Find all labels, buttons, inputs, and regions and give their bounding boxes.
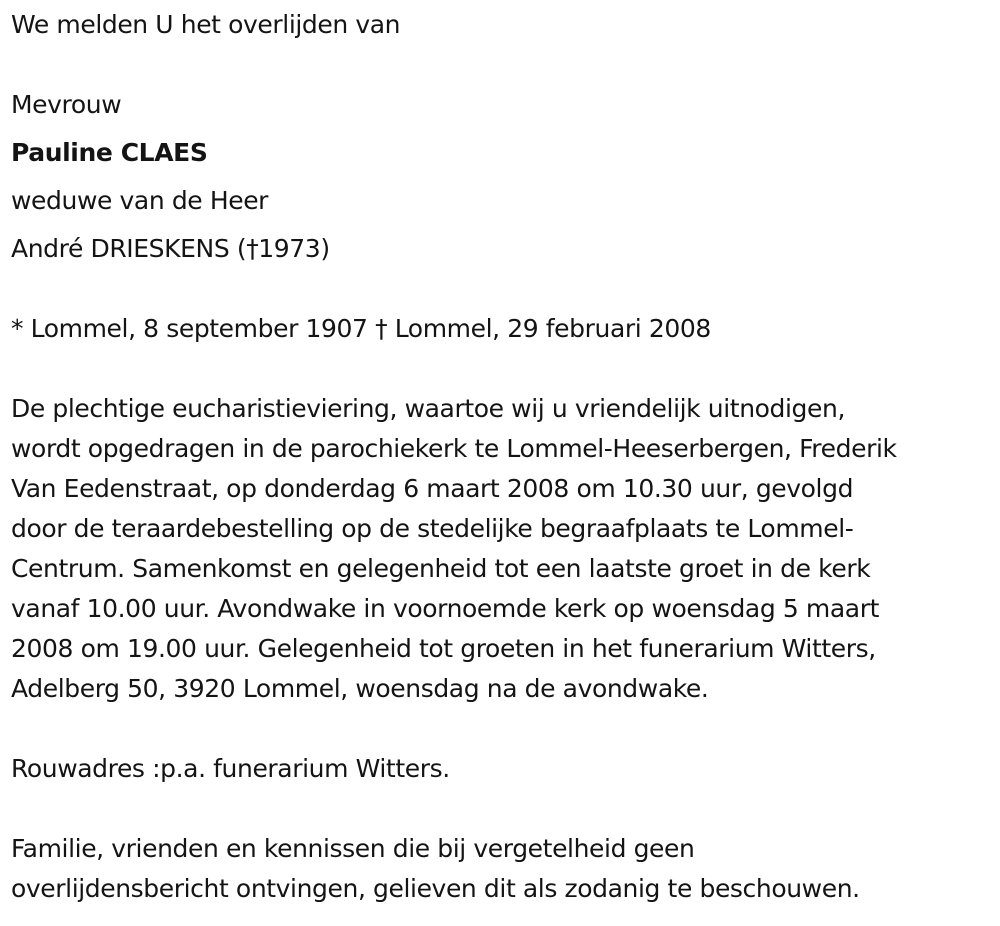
family-paragraph — [11, 829, 860, 909]
ceremony-paragraph — [11, 389, 897, 709]
mourning-address-paragraph — [11, 749, 450, 789]
widow-of-text: weduwe van de Heer — [11, 186, 269, 215]
ceremony-line: Adelberg 50, 3920 Lommel, woensdag na de avondwake. — [11, 674, 709, 703]
ceremony-line: vanaf 10.00 uur. Avondwake in voornoemde kerk op woensdag 5 maart — [11, 594, 879, 623]
ceremony-line: Van Eedenstraat, op donderdag 6 maart 2008 om 10.30 uur, gevolgd — [11, 474, 854, 503]
ceremony-line: door de teraardebestelling op de stedelijke begraafplaats te Lommel- — [11, 514, 854, 543]
mourning-address: Rouwadres :p.a. funerarium Witters. — [11, 754, 450, 783]
birth-death-dates: * Lommel, 8 september 1907 † Lommel, 29 februari 2008 — [11, 314, 711, 343]
deceased-name: Pauline CLAES — [11, 138, 208, 167]
ceremony-line: Centrum. Samenkomst en gelegenheid tot een laatste groet in de kerk — [11, 554, 871, 583]
husband-name: André DRIESKENS (†1973) — [11, 234, 330, 263]
title-text: Mevrouw — [11, 90, 122, 119]
family-line: overlijdensbericht ontvingen, gelieven dit als zodanig te beschouwen. — [11, 874, 860, 903]
intro-text: We melden U het overlijden van — [11, 10, 401, 39]
family-line: Familie, vrienden en kennissen die bij vergetelheid geen — [11, 834, 695, 863]
ceremony-line: wordt opgedragen in de parochiekerk te Lommel-Heeserbergen, Frederik — [11, 434, 897, 463]
ceremony-line: De plechtige eucharistieviering, waartoe wij u vriendelijk uitnodigen, — [11, 394, 845, 423]
ceremony-line: 2008 om 19.00 uur. Gelegenheid tot groeten in het funerarium Witters, — [11, 634, 876, 663]
